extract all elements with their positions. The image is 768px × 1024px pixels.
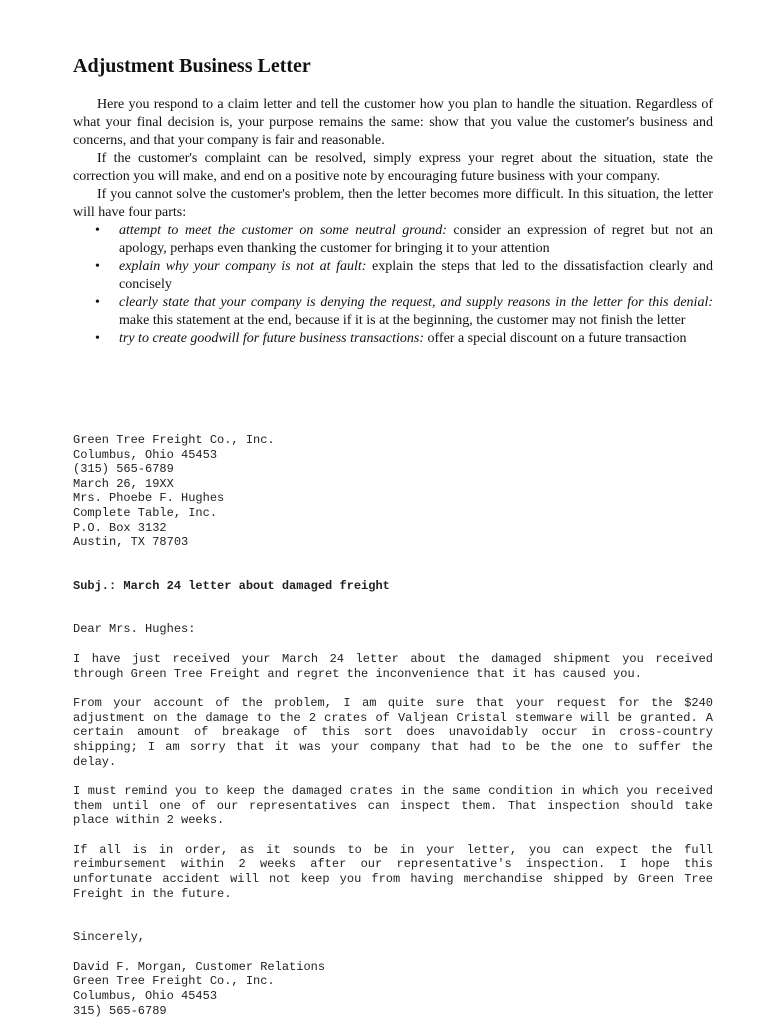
bullet-icon: • [95,259,100,274]
list-item [95,294,713,330]
intro-paragraph: If you cannot solve the customer's problem, then the letter becomes more difficult. In this situation, the letter will have four parts: [73,187,713,220]
letter-greeting: Dear Mrs. Hughes: [73,622,196,637]
list-item-text: offer a special discount on a future transaction [424,331,687,346]
bullet-icon: • [95,331,100,346]
letter-paragraph: If all is in order, as it sounds to be in your letter, you can expect the full reimbursement within 2 weeks after our representative's inspection. I hope this unfortunate accident will not keep you from having merchandise shipped by Green Tree Freight in the future. [73,842,713,901]
bullet-icon: • [95,223,100,238]
list-item-text: consider an expression of regret but not an apology, perhaps even thanking the customer for bringing it to your attention [119,223,713,256]
recipient-city: Austin, TX 78703 [73,535,189,550]
signer-name: David F. Morgan, Customer Relations [73,959,326,974]
list-item [95,330,713,348]
letter-header [73,433,713,550]
letter-closing: Sincerely, [73,930,146,945]
list-item-lead: explain why your company is not at fault: [119,259,367,274]
list-item-lead: clearly state that your company is denying the request, and supply reasons in the letter for this denial: [119,295,713,310]
list-item-lead: try to create goodwill for future business transactions: [119,331,425,346]
list-item-text: make this statement at the end, because if it is at the beginning, the customer may not finish the letter [119,313,686,328]
bullet-icon: • [95,295,100,310]
list-item [95,222,713,258]
list-item-text: explain the steps that led to the dissatisfaction clearly and concisely [119,259,713,292]
document-page [73,52,713,348]
letter-date: March 26, 19XX [73,476,174,491]
letter-paragraph: From your account of the problem, I am quite sure that your request for the $240 adjustment on the damage to the 2 crates of Valjean Cristal stemware will be granted. A certain amount of breakage of this sort does unavoidably occur in cross-country shipping; I am sorry that it was your company that had to be the one to suffer the delay. [73,696,713,769]
sender-phone: (315) 565-6789 [73,462,174,477]
signer-city: Columbus, Ohio 45453 [73,989,218,1004]
sample-letter [73,433,713,1018]
list-item [95,258,713,294]
recipient-name: Mrs. Phoebe F. Hughes [73,491,225,506]
letter-paragraph: I have just received your March 24 letter about the damaged shipment you received through Green Tree Freight and regret the inconvenience that it has caused you. [73,651,713,681]
recipient-company: Complete Table, Inc. [73,505,218,520]
sender-city: Columbus, Ohio 45453 [73,447,218,462]
list-item-lead: attempt to meet the customer on some neutral ground: [119,223,447,238]
letter-parts-list [73,222,713,348]
signer-phone: 315) 565-6789 [73,1003,167,1018]
signature-block [73,960,713,1018]
signer-company: Green Tree Freight Co., Inc. [73,974,275,989]
letter-subject: Subj.: March 24 letter about damaged freight [73,578,390,593]
sender-company: Green Tree Freight Co., Inc. [73,433,275,447]
letter-paragraph: I must remind you to keep the damaged crates in the same condition in which you received them until one of our representatives can inspect them. That inspection should take place within 2 weeks. [73,784,713,828]
recipient-po-box: P.O. Box 3132 [73,520,167,535]
intro-paragraph: If the customer's complaint can be resolved, simply express your regret about the situation, state the correction you will make, and end on a positive note by encouraging future business with your company. [73,151,713,184]
page-title: Adjustment Business Letter [73,55,311,77]
intro-paragraph: Here you respond to a claim letter and tell the customer how you plan to handle the situation. Regardless of what your final decision is, your purpose remains the same: show that you value the customer's business and concerns, and that your company is fair and reasonable. [73,97,713,148]
intro-text [73,96,713,222]
